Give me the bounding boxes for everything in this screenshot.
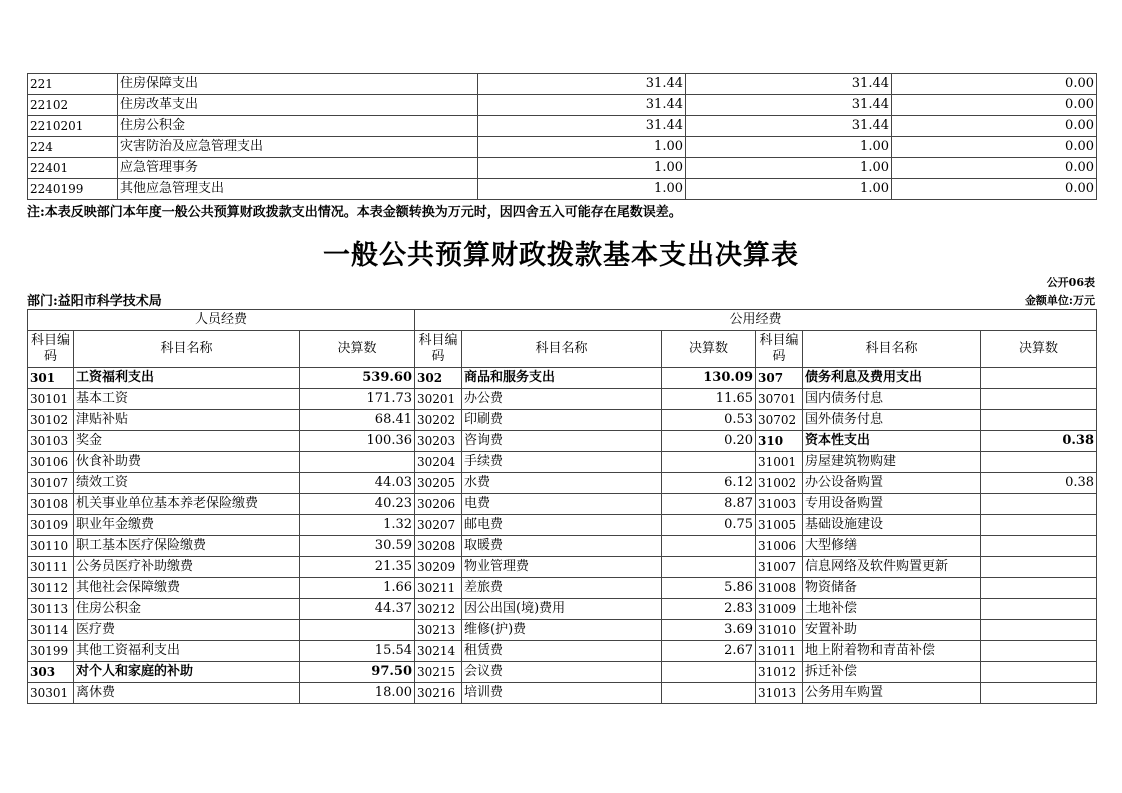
subject-name: 其他应急管理支出 (118, 179, 478, 200)
subject-code: 310 (756, 431, 803, 452)
table-row (28, 179, 1097, 200)
table-row (28, 452, 1097, 473)
table-row (28, 599, 1097, 620)
subject-name: 对个人和家庭的补助 (74, 662, 300, 683)
subject-code: 30112 (28, 578, 74, 599)
amount-cell: 1.00 (478, 137, 686, 158)
subject-name: 职业年金缴费 (74, 515, 300, 536)
subject-name: 住房公积金 (74, 599, 300, 620)
subject-code: 30208 (415, 536, 462, 557)
subject-code: 31009 (756, 599, 803, 620)
subject-code: 31012 (756, 662, 803, 683)
amount-cell (981, 389, 1097, 410)
subject-code: 31002 (756, 473, 803, 494)
subject-name: 绩效工资 (74, 473, 300, 494)
subject-code: 30106 (28, 452, 74, 473)
subject-name: 公务用车购置 (803, 683, 981, 704)
subject-code: 31007 (756, 557, 803, 578)
subject-code: 31011 (756, 641, 803, 662)
subject-code: 30702 (756, 410, 803, 431)
subject-name: 物业管理费 (462, 557, 662, 578)
amount-cell: 1.32 (300, 515, 415, 536)
subject-name: 工资福利支出 (74, 368, 300, 389)
subject-name: 信息网络及软件购置更新 (803, 557, 981, 578)
amount-cell (662, 557, 756, 578)
table-row (28, 620, 1097, 641)
table-row (28, 536, 1097, 557)
amount-cell: 0.53 (662, 410, 756, 431)
subject-code: 30207 (415, 515, 462, 536)
amount-cell: 0.38 (981, 473, 1097, 494)
amount-cell: 0.00 (892, 137, 1097, 158)
amount-cell: 0.38 (981, 431, 1097, 452)
amount-cell (981, 452, 1097, 473)
form-number: 公开06表 (1046, 276, 1095, 289)
subject-name: 安置补助 (803, 620, 981, 641)
subject-code: 30110 (28, 536, 74, 557)
amount-cell: 5.86 (662, 578, 756, 599)
group-header-public: 公用经费 (415, 310, 1097, 331)
subject-name: 应急管理事务 (118, 158, 478, 179)
table-note: 注:本表反映部门本年度一般公共预算财政拨款支出情况。本表金额转换为万元时，因四舍五入可能存在尾数误差。 (27, 205, 682, 220)
subject-name: 邮电费 (462, 515, 662, 536)
subject-name: 咨询费 (462, 431, 662, 452)
subject-name: 因公出国(境)费用 (462, 599, 662, 620)
amount-cell: 31.44 (686, 74, 892, 95)
amount-cell (662, 683, 756, 704)
subject-code: 30109 (28, 515, 74, 536)
amount-cell (981, 557, 1097, 578)
subject-code: 30113 (28, 599, 74, 620)
amount-cell: 31.44 (686, 116, 892, 137)
subject-code: 2210201 (28, 116, 118, 137)
subject-name: 会议费 (462, 662, 662, 683)
subject-code: 301 (28, 368, 74, 389)
subject-code: 30201 (415, 389, 462, 410)
amount-cell: 1.00 (686, 137, 892, 158)
header-name: 科目名称 (74, 331, 300, 368)
subject-code: 30111 (28, 557, 74, 578)
table-row (28, 578, 1097, 599)
header-amount: 决算数 (981, 331, 1097, 368)
subject-code: 31001 (756, 452, 803, 473)
table-row (28, 95, 1097, 116)
subject-code: 303 (28, 662, 74, 683)
subject-name: 电费 (462, 494, 662, 515)
amount-cell (981, 620, 1097, 641)
amount-cell (981, 515, 1097, 536)
subject-name: 维修(护)费 (462, 620, 662, 641)
subject-code: 30108 (28, 494, 74, 515)
subject-code: 30214 (415, 641, 462, 662)
amount-cell (981, 494, 1097, 515)
table-row (28, 515, 1097, 536)
subject-name: 债务利息及费用支出 (803, 368, 981, 389)
amount-cell (662, 536, 756, 557)
header-amount: 决算数 (300, 331, 415, 368)
amount-cell: 15.54 (300, 641, 415, 662)
subject-name: 租赁费 (462, 641, 662, 662)
subject-code: 30102 (28, 410, 74, 431)
amount-cell: 0.00 (892, 95, 1097, 116)
table-row (28, 683, 1097, 704)
table-row (28, 641, 1097, 662)
subject-name: 拆迁补偿 (803, 662, 981, 683)
subject-code: 221 (28, 74, 118, 95)
subject-name: 基础设施建设 (803, 515, 981, 536)
amount-cell (662, 662, 756, 683)
table-row (28, 557, 1097, 578)
subject-code: 22401 (28, 158, 118, 179)
amount-cell: 40.23 (300, 494, 415, 515)
subject-name: 办公设备购置 (803, 473, 981, 494)
amount-cell: 0.75 (662, 515, 756, 536)
subject-code: 30114 (28, 620, 74, 641)
subject-name: 房屋建筑物购建 (803, 452, 981, 473)
amount-cell: 6.12 (662, 473, 756, 494)
amount-cell: 30.59 (300, 536, 415, 557)
header-name: 科目名称 (803, 331, 981, 368)
amount-cell: 0.00 (892, 179, 1097, 200)
subject-name: 大型修缮 (803, 536, 981, 557)
subject-name: 住房公积金 (118, 116, 478, 137)
amount-cell: 44.03 (300, 473, 415, 494)
page-title: 一般公共预算财政拨款基本支出决算表 (323, 240, 799, 271)
subject-name: 国外债务付息 (803, 410, 981, 431)
table-row (28, 410, 1097, 431)
subject-code: 30701 (756, 389, 803, 410)
subject-name: 专用设备购置 (803, 494, 981, 515)
subject-code: 31013 (756, 683, 803, 704)
amount-cell: 1.00 (686, 179, 892, 200)
subject-name: 住房改革支出 (118, 95, 478, 116)
subject-code: 302 (415, 368, 462, 389)
amount-cell: 68.41 (300, 410, 415, 431)
subject-code: 30211 (415, 578, 462, 599)
amount-cell: 31.44 (478, 95, 686, 116)
table-row (28, 494, 1097, 515)
subject-name: 基本工资 (74, 389, 300, 410)
subject-code: 2240199 (28, 179, 118, 200)
amount-cell: 0.20 (662, 431, 756, 452)
subject-code: 30205 (415, 473, 462, 494)
top-expenditure-table (27, 73, 1097, 200)
subject-code: 30206 (415, 494, 462, 515)
basic-expenditure-table (27, 309, 1097, 704)
subject-code: 31010 (756, 620, 803, 641)
subject-name: 地上附着物和青苗补偿 (803, 641, 981, 662)
amount-cell (981, 662, 1097, 683)
amount-cell (981, 410, 1097, 431)
subject-code: 30199 (28, 641, 74, 662)
subject-name: 水费 (462, 473, 662, 494)
subject-code: 30212 (415, 599, 462, 620)
amount-cell: 31.44 (478, 116, 686, 137)
subject-name: 资本性支出 (803, 431, 981, 452)
header-code: 科目编码 (756, 331, 803, 368)
amount-cell: 11.65 (662, 389, 756, 410)
amount-cell (300, 452, 415, 473)
subject-name: 医疗费 (74, 620, 300, 641)
table-row (28, 158, 1097, 179)
subject-name: 津贴补贴 (74, 410, 300, 431)
table-row (28, 74, 1097, 95)
subject-code: 30215 (415, 662, 462, 683)
subject-name: 土地补偿 (803, 599, 981, 620)
amount-unit: 金额单位:万元 (1024, 294, 1095, 307)
amount-cell (981, 578, 1097, 599)
amount-cell (981, 683, 1097, 704)
subject-name: 其他工资福利支出 (74, 641, 300, 662)
subject-name: 伙食补助费 (74, 452, 300, 473)
subject-code: 30103 (28, 431, 74, 452)
table-row (28, 116, 1097, 137)
amount-cell: 18.00 (300, 683, 415, 704)
subject-name: 差旅费 (462, 578, 662, 599)
amount-cell: 130.09 (662, 368, 756, 389)
table-row (28, 368, 1097, 389)
subject-code: 224 (28, 137, 118, 158)
header-name: 科目名称 (462, 331, 662, 368)
header-amount: 决算数 (662, 331, 756, 368)
subject-code: 30213 (415, 620, 462, 641)
amount-cell: 171.73 (300, 389, 415, 410)
amount-cell (981, 641, 1097, 662)
subject-code: 31006 (756, 536, 803, 557)
subject-name: 手续费 (462, 452, 662, 473)
amount-cell: 2.67 (662, 641, 756, 662)
subject-code: 30203 (415, 431, 462, 452)
subject-code: 30204 (415, 452, 462, 473)
subject-code: 22102 (28, 95, 118, 116)
header-code: 科目编码 (28, 331, 74, 368)
amount-cell (300, 620, 415, 641)
amount-cell: 1.00 (478, 179, 686, 200)
subject-code: 31008 (756, 578, 803, 599)
amount-cell (662, 452, 756, 473)
amount-cell: 31.44 (686, 95, 892, 116)
amount-cell: 31.44 (478, 74, 686, 95)
table-row (28, 137, 1097, 158)
amount-cell: 1.66 (300, 578, 415, 599)
subject-name: 办公费 (462, 389, 662, 410)
amount-cell: 21.35 (300, 557, 415, 578)
subject-name: 住房保障支出 (118, 74, 478, 95)
subject-name: 灾害防治及应急管理支出 (118, 137, 478, 158)
amount-cell: 1.00 (478, 158, 686, 179)
amount-cell: 539.60 (300, 368, 415, 389)
amount-cell: 0.00 (892, 158, 1097, 179)
amount-cell: 0.00 (892, 74, 1097, 95)
subject-code: 30209 (415, 557, 462, 578)
subject-name: 商品和服务支出 (462, 368, 662, 389)
amount-cell (981, 599, 1097, 620)
subject-code: 31005 (756, 515, 803, 536)
table-row (28, 431, 1097, 452)
subject-code: 307 (756, 368, 803, 389)
subject-code: 30101 (28, 389, 74, 410)
subject-name: 取暖费 (462, 536, 662, 557)
subject-code: 30216 (415, 683, 462, 704)
subject-name: 培训费 (462, 683, 662, 704)
subject-code: 30301 (28, 683, 74, 704)
amount-cell (981, 368, 1097, 389)
amount-cell: 1.00 (686, 158, 892, 179)
subject-code: 31003 (756, 494, 803, 515)
subject-name: 奖金 (74, 431, 300, 452)
subject-name: 离休费 (74, 683, 300, 704)
amount-cell (981, 536, 1097, 557)
table-row (28, 473, 1097, 494)
group-header-personnel: 人员经费 (28, 310, 415, 331)
table-row (28, 389, 1097, 410)
amount-cell: 44.37 (300, 599, 415, 620)
amount-cell: 0.00 (892, 116, 1097, 137)
subject-name: 国内债务付息 (803, 389, 981, 410)
subject-name: 机关事业单位基本养老保险缴费 (74, 494, 300, 515)
subject-name: 职工基本医疗保险缴费 (74, 536, 300, 557)
subject-code: 30107 (28, 473, 74, 494)
header-code: 科目编码 (415, 331, 462, 368)
table-row (28, 662, 1097, 683)
amount-cell: 3.69 (662, 620, 756, 641)
subject-name: 其他社会保障缴费 (74, 578, 300, 599)
amount-cell: 97.50 (300, 662, 415, 683)
department-label: 部门:益阳市科学技术局 (27, 294, 162, 309)
amount-cell: 2.83 (662, 599, 756, 620)
subject-name: 物资储备 (803, 578, 981, 599)
subject-name: 公务员医疗补助缴费 (74, 557, 300, 578)
amount-cell: 8.87 (662, 494, 756, 515)
amount-cell: 100.36 (300, 431, 415, 452)
subject-code: 30202 (415, 410, 462, 431)
subject-name: 印刷费 (462, 410, 662, 431)
